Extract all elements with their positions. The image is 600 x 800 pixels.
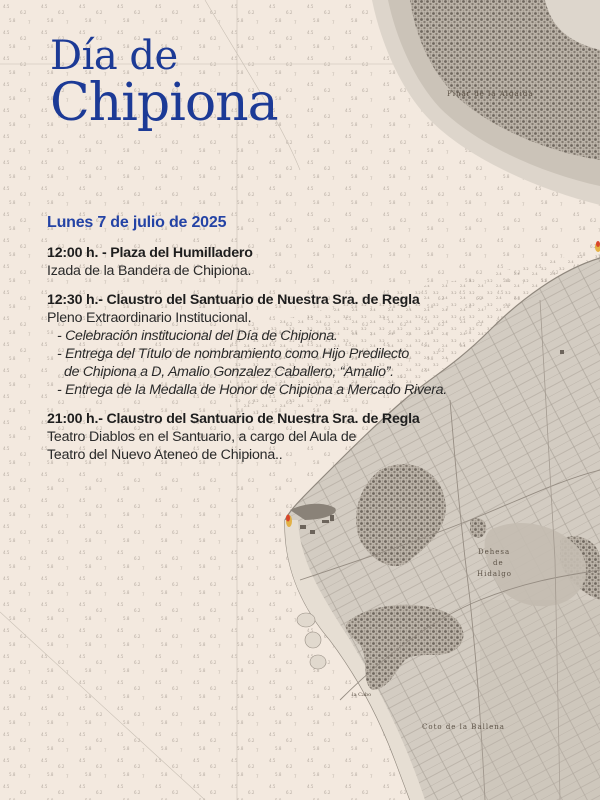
event-description: Pleno Extraordinario Institucional.: [47, 310, 252, 326]
event-description: Izada de la Bandera de Chipiona.: [47, 263, 252, 279]
event-program: [47, 214, 477, 475]
event-item: [47, 327, 477, 345]
event-1200: [47, 244, 477, 280]
map-label-dehesa: Dehesa: [478, 548, 511, 556]
event-item-text: - Entrega del Título de nombramiento como Hijo Predilecto: [57, 346, 409, 362]
event-description: Teatro Diablos en el Santuario, a cargo del Aula de: [47, 429, 357, 445]
event-item-text: - Entrega de la Medalla de Honor de Chipiona a Mercado Rivera.: [57, 382, 447, 398]
event-description-continued: Teatro del Nuevo Ateneo de Chipiona..: [47, 447, 283, 463]
poster-title: [50, 33, 278, 133]
event-item-list: [47, 327, 477, 399]
title-line-1: Día de: [50, 33, 178, 79]
event-heading: 12:00 h. - Plaza del Humilladero: [47, 245, 253, 261]
event-heading: 21:00 h.- Claustro del Santuario de Nuestra Sra. de Regla: [47, 411, 420, 427]
map-label-hidalgo: Hidalgo: [477, 570, 512, 578]
event-1230: [47, 291, 477, 399]
map-label-pinar: Pinar de la Algaida: [447, 90, 534, 98]
map-label-coto: Coto de la Ballena: [422, 723, 505, 731]
map-label-cabo: la Cabo: [352, 692, 372, 698]
event-item-text-continued: de Chipiona a D, Amalio Gonzalez Caballero, “Amalio”.: [64, 364, 394, 380]
map-label-dehesa-de: de: [493, 559, 504, 567]
event-date: Lunes 7 de julio de 2025: [47, 214, 227, 231]
event-item: [47, 345, 477, 381]
event-item-text: - Celebración institucional del Día de Chipiona.: [57, 328, 338, 344]
event-item: [47, 381, 477, 399]
title-line-2: Chipiona: [50, 73, 278, 133]
event-2100: [47, 410, 477, 464]
event-heading: 12:30 h.- Claustro del Santuario de Nuestra Sra. de Regla: [47, 292, 420, 308]
